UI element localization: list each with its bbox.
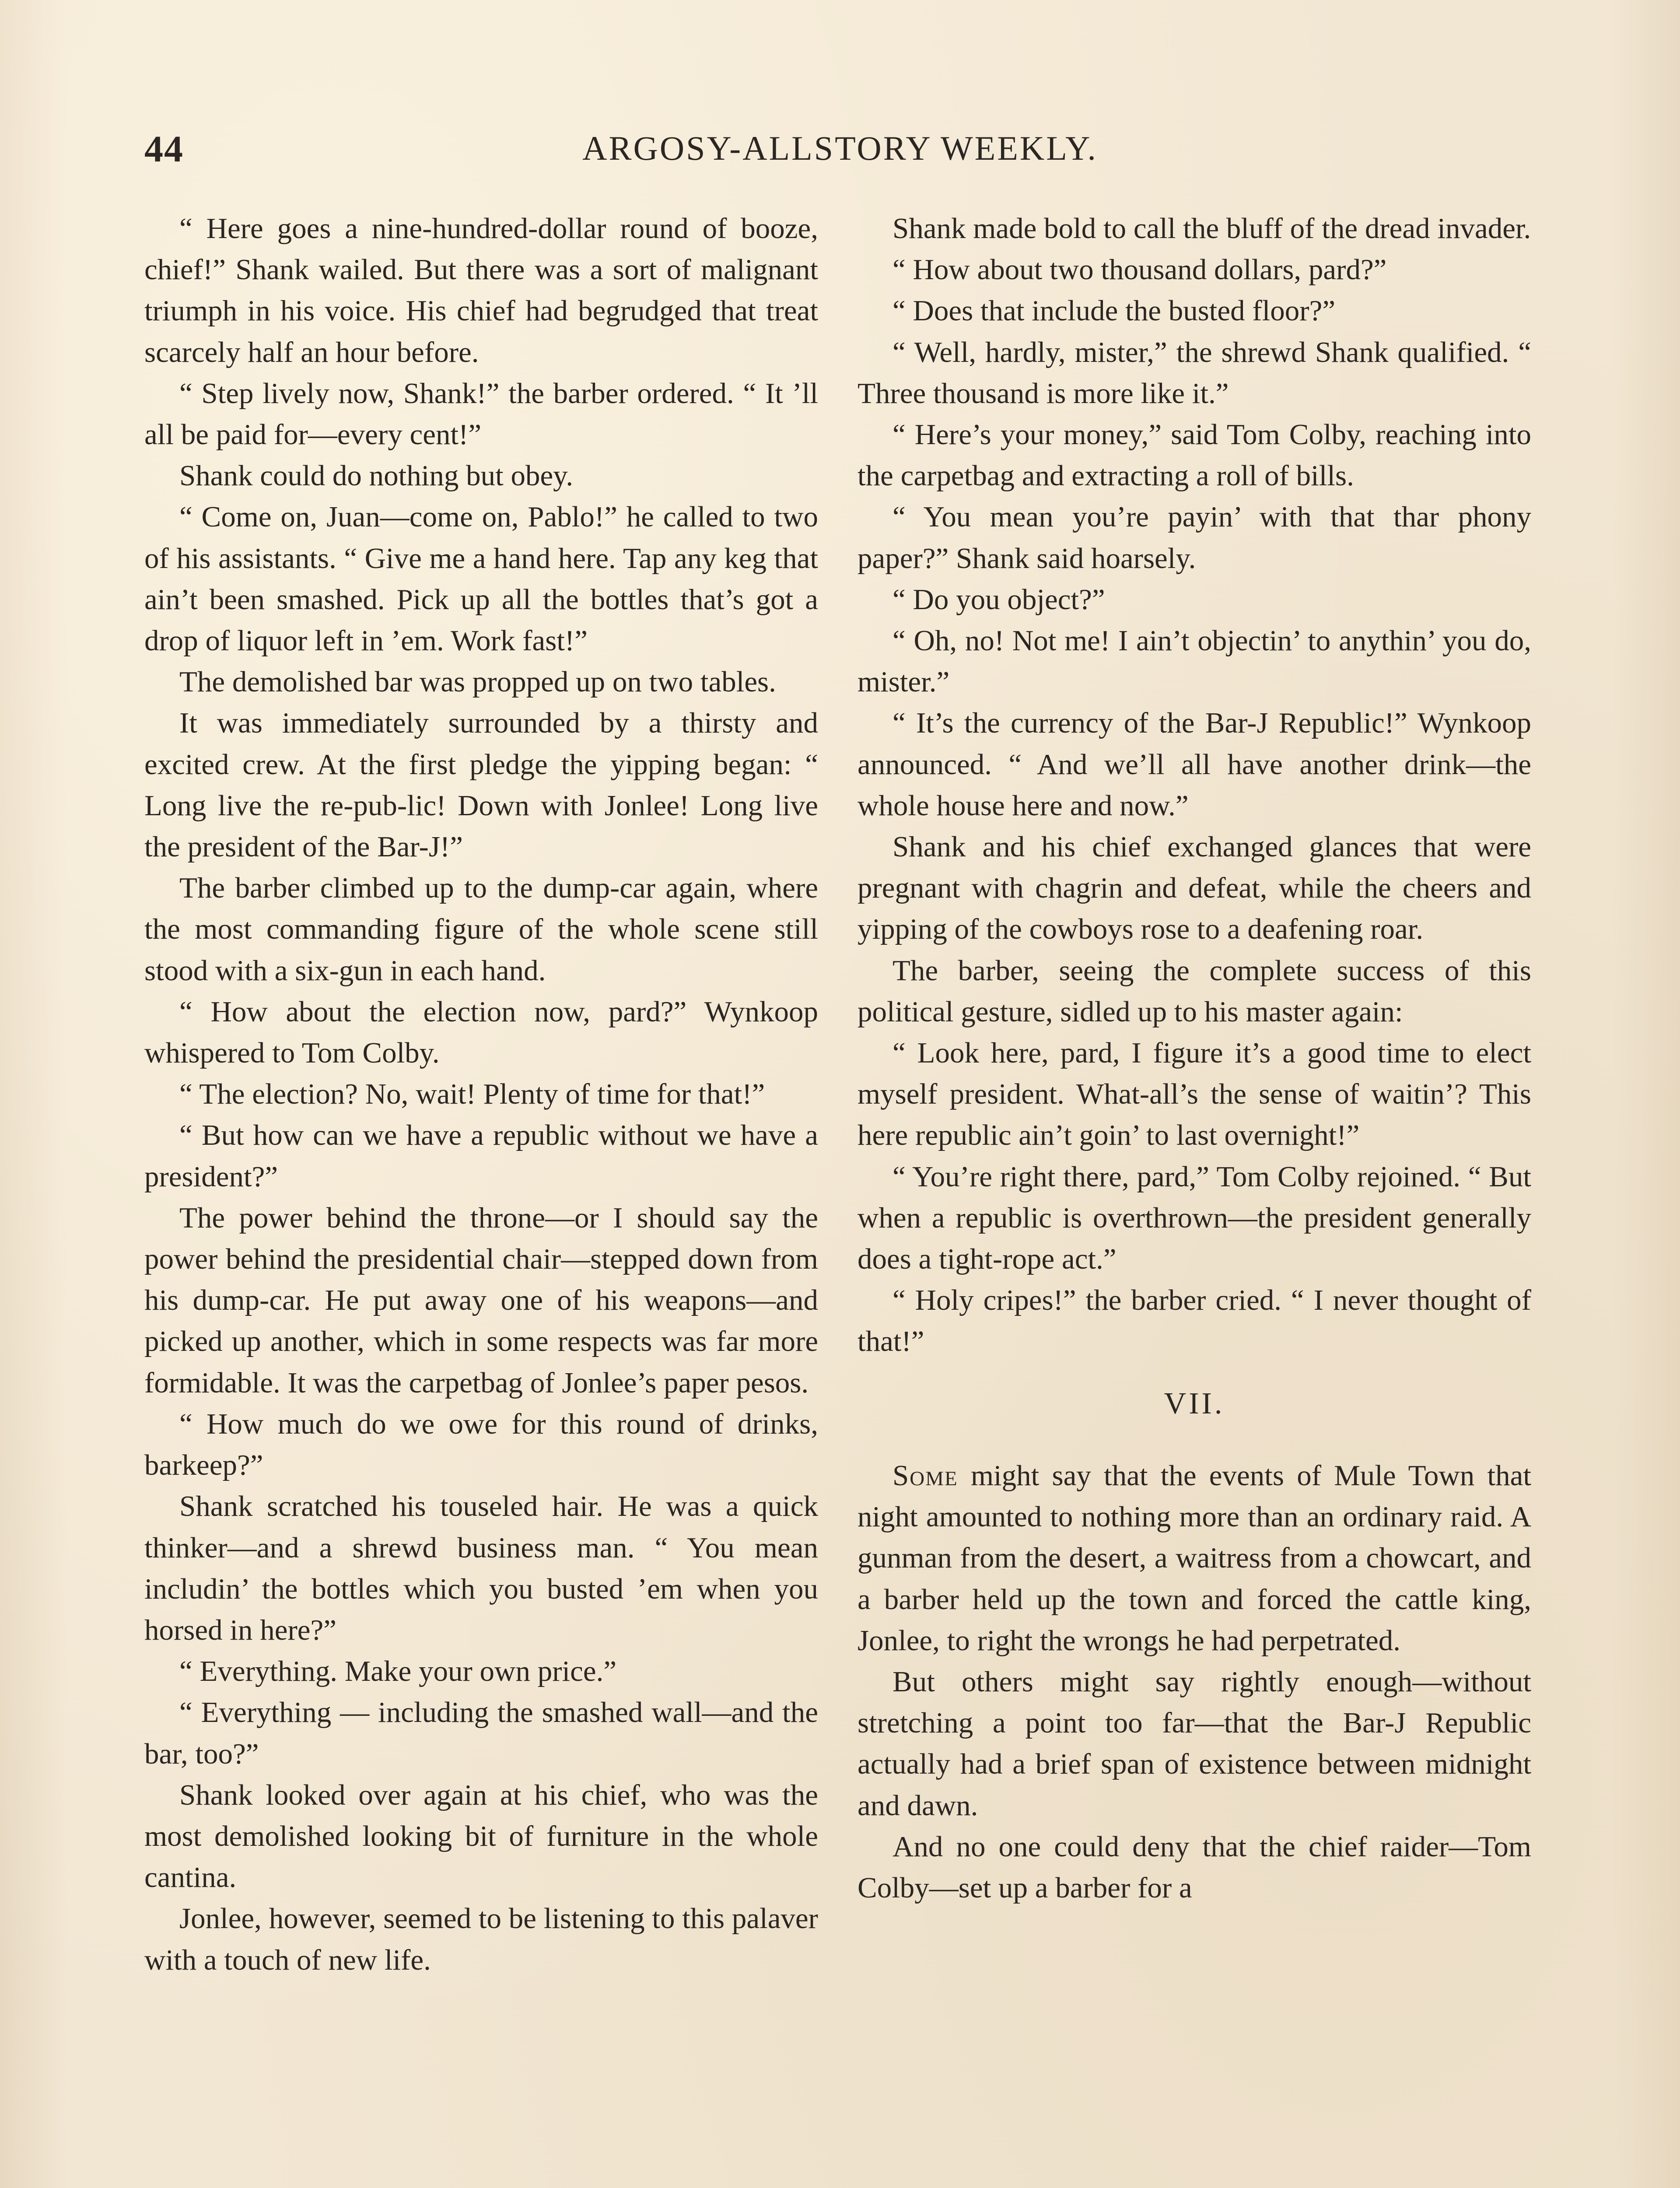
paragraph: But others might say rightly enough—without stretching a point too far—that the Bar-J Republic actually had a brief span of existence between midnight and dawn. xyxy=(858,1665,1531,1822)
paragraph: “ Here goes a nine-hundred-dollar round of booze, chief!” Shank wailed. But there was a sort of malignant triumph in his voice. His chief had begrudged that treat scarcely half an hour before. xyxy=(144,212,818,368)
paragraph: “ The election? No, wait! Plenty of time for that!” xyxy=(179,1078,765,1111)
running-title: ARGOSY-ALLSTORY WEEKLY. xyxy=(582,129,1098,167)
paragraph: And no one could deny that the chief raider—Tom Colby—set up a barber for a xyxy=(858,1830,1531,1904)
section-opening-paragraph xyxy=(858,1455,1531,1661)
paragraph: The barber climbed up to the dump-car again, where the most commanding figure of the whole scene still stood with a six-gun in each hand. xyxy=(144,872,818,987)
paragraph: “ Does that include the busted floor?” xyxy=(892,295,1336,327)
paragraph: “ Well, hardly, mister,” the shrewd Shank qualified. “ Three thousand is more like it.” xyxy=(858,336,1531,410)
paragraph: “ Holy cripes!” the barber cried. “ I never thought of that!” xyxy=(858,1284,1531,1358)
paragraph: Shank and his chief exchanged glances that were pregnant with chagrin and defeat, while the cheers and yipping of the cowboys rose to a deafening roar. xyxy=(858,831,1531,946)
section-heading: VII. xyxy=(1164,1386,1225,1420)
paragraph: “ Oh, no! Not me! I ain’t objectin’ to anythin’ you do, mister.” xyxy=(858,624,1531,698)
paragraph: “ How about two thousand dollars, pard?” xyxy=(892,253,1387,286)
paragraph: Shank made bold to call the bluff of the dread invader. xyxy=(892,212,1531,245)
paragraph: “ How about the election now, pard?” Wynkoop whispered to Tom Colby. xyxy=(144,995,818,1069)
paragraph: “ Look here, pard, I figure it’s a good time to elect myself president. What-all’s the sense of waitin’? This here republic ain’t goin’ to last overnight!” xyxy=(858,1037,1531,1152)
paragraph: “ It’s the currency of the Bar-J Republic!” Wynkoop announced. “ And we’ll all have another drink—the whole house here and now.” xyxy=(858,707,1531,822)
paragraph: “ Here’s your money,” said Tom Colby, reaching into the carpetbag and extracting a roll of bills. xyxy=(858,418,1531,492)
right-column xyxy=(858,208,1531,1908)
paragraph: “ Do you object?” xyxy=(892,583,1105,616)
paragraph: “ But how can we have a republic without we have a president?” xyxy=(144,1119,818,1193)
paragraph: “ Everything. Make your own price.” xyxy=(179,1655,617,1688)
paragraph: Jonlee, however, seemed to be listening to this palaver with a touch of new life. xyxy=(144,1902,818,1976)
page-number: 44 xyxy=(144,128,184,170)
paragraph: Shank could do nothing but obey. xyxy=(179,459,574,492)
paragraph: “ Come on, Juan—come on, Pablo!” he called to two of his assistants. “ Give me a hand here. Tap any keg that ain’t been smashed. Pick up all the bottles that’s got a drop of liquor left in ’em. Work fast!” xyxy=(144,501,818,657)
paragraph: The barber, seeing the complete success of this political gesture, sidled up to his master again: xyxy=(858,954,1531,1028)
paragraph: Shank scratched his touseled hair. He was a quick thinker—and a shrewd business man. “ You mean includin’ the bottles which you busted ’em when you horsed in here?” xyxy=(144,1490,818,1646)
paragraph: “ You mean you’re payin’ with that thar phony paper?” Shank said hoarsely. xyxy=(858,501,1531,575)
paragraph: “ Step lively now, Shank!” the barber ordered. “ It ’ll all be paid for—every cent!” xyxy=(144,377,818,451)
paragraph: It was immediately surrounded by a thirsty and excited crew. At the first pledge the yipping began: “ Long live the re-pub-lic! Down with Jonlee! Long live the president of the Bar-J!” xyxy=(144,707,818,863)
opening-paragraph-text: might say that the events of Mule Town that night amounted to nothing more than an ordinary raid. A gunman from the desert, a waitress from a chowcart, and a barber held up the town and forced the cattle king, Jonlee, to right the wrongs he had perpetrated. xyxy=(858,1459,1531,1657)
left-column xyxy=(144,208,818,1981)
paragraph: Shank looked over again at his chief, who was the most demolished looking bit of furniture in the whole cantina. xyxy=(144,1778,818,1894)
opening-word: Some xyxy=(892,1459,958,1492)
paragraph: “ How much do we owe for this round of drinks, barkeep?” xyxy=(144,1407,818,1482)
paragraph: The demolished bar was propped up on two tables. xyxy=(179,666,776,698)
paragraph: The power behind the throne—or I should say the power behind the presidential chair—stepped down from his dump-car. He put away one of his weapons—and picked up another, which in some respects was far more formidable. It was the carpetbag of Jonlee’s paper pesos. xyxy=(144,1201,818,1399)
page-header xyxy=(144,127,1536,175)
paragraph: “ You’re right there, pard,” Tom Colby rejoined. “ But when a republic is overthrown—the president generally does a tight-rope act.” xyxy=(858,1160,1531,1276)
paragraph: “ Everything — including the smashed wall—and the bar, too?” xyxy=(144,1696,818,1770)
